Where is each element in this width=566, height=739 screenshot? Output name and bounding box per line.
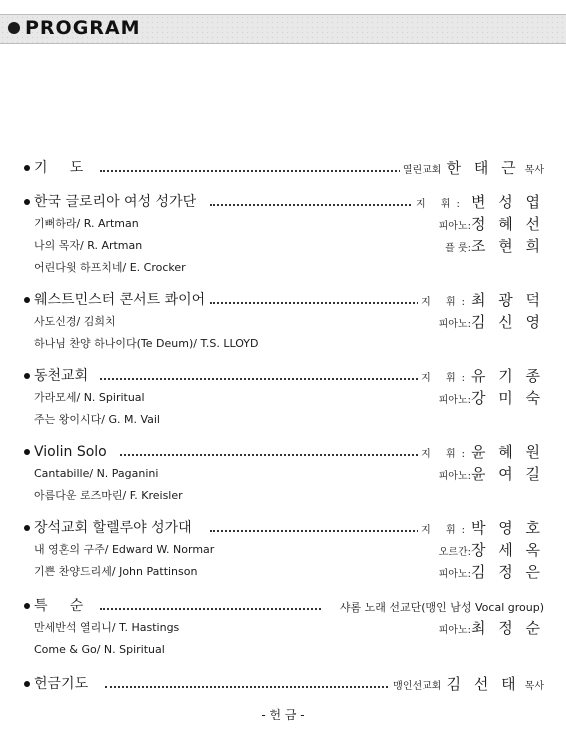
bullet-icon <box>24 603 30 609</box>
leader-dots <box>100 378 446 380</box>
piece-title: 나의 목자/ R. Artman <box>34 239 143 252</box>
role-label: 피아노: <box>438 319 471 330</box>
role-label: 피아노: <box>438 471 471 482</box>
bullet-icon <box>24 681 30 687</box>
item-title: Violin Solo <box>34 442 110 462</box>
person-name: 강 미 숙 <box>470 389 544 407</box>
person-name: 한 태 근 <box>446 159 520 177</box>
role-label: 플 룻: <box>445 243 471 254</box>
person-name: 김 신 영 <box>470 313 544 331</box>
person-name: 윤 혜 원 <box>470 443 544 461</box>
person-name: 최 광 덕 <box>470 291 544 309</box>
leader-dots <box>210 204 446 206</box>
role-label: 오르간: <box>438 547 471 558</box>
item-title: 한국 글로리아 여성 성가단 <box>34 192 199 212</box>
leader-dots <box>100 608 321 610</box>
leader-dots <box>100 170 416 172</box>
item-title: 특 순 <box>34 596 86 616</box>
bullet-icon <box>24 199 30 205</box>
piece-title: 내 영혼의 구주/ Edward W. Normar <box>34 543 215 556</box>
item-credit <box>390 674 544 697</box>
person-name: 김 선 태 <box>446 675 520 693</box>
role-label: 피아노: <box>438 221 471 232</box>
role-label: 피아노: <box>438 625 471 636</box>
piece-title: 기뻐하라/ R. Artman <box>34 217 139 230</box>
offering-footer: - 헌 금 - <box>261 708 305 722</box>
group-name: 샤롬 노래 선교단(맹인 남성 Vocal group) <box>339 601 544 614</box>
person-name: 최 정 순 <box>470 619 544 637</box>
role-label: 지 휘: <box>421 525 471 536</box>
person-name: 정 혜 선 <box>470 215 544 233</box>
piece-title: Come & Go/ N. Spiritual <box>34 643 165 656</box>
item-title: 기 도 <box>34 158 86 178</box>
person-name: 김 정 은 <box>470 563 544 581</box>
person-title: 목사 <box>524 681 544 692</box>
person-name: 윤 여 길 <box>470 465 544 483</box>
person-title: 목사 <box>524 165 544 176</box>
role-label: 지 휘: <box>421 449 471 460</box>
piece-title: 기쁜 찬양드리세/ John Pattinson <box>34 565 198 578</box>
piece-title: 하나님 찬양 하나이다(Te Deum)/ T.S. LLOYD <box>34 337 259 350</box>
person-name: 장 세 옥 <box>470 541 544 559</box>
piece-title: 아름다운 로즈마린/ F. Kreisler <box>34 489 183 502</box>
item-title: 헌금기도 <box>34 674 91 694</box>
program-title: PROGRAM <box>25 17 141 39</box>
piece-title: 사도신경/ 김희치 <box>34 315 116 328</box>
piece-title: 주는 왕이시다/ G. M. Vail <box>34 413 160 426</box>
role-label: 지 휘: <box>416 199 466 210</box>
bullet-icon <box>24 373 30 379</box>
person-name: 박 영 호 <box>470 519 544 537</box>
piece-title: 만세반석 열리니/ T. Hastings <box>34 621 180 634</box>
leader-dots <box>105 686 396 688</box>
person-name: 조 현 희 <box>470 237 544 255</box>
item-title: 장석교회 할렐루야 성가대 <box>34 518 195 538</box>
conductor-credit <box>413 192 544 215</box>
church-name: 열린교회 <box>402 165 442 176</box>
item-title: 웨스트민스터 콘서트 콰이어 <box>34 290 208 310</box>
item-title: 동천교회 <box>34 366 91 386</box>
program-header <box>0 0 566 44</box>
bullet-icon <box>24 297 30 303</box>
item-credit <box>400 158 544 181</box>
bullet-icon <box>24 165 30 171</box>
piece-title: 가라모세/ N. Spiritual <box>34 391 145 404</box>
person-name: 변 성 엽 <box>470 193 544 211</box>
role-label: 지 휘: <box>421 373 471 384</box>
role-label: 지 휘: <box>421 297 471 308</box>
piece-title: Cantabille/ N. Paganini <box>34 467 159 480</box>
bullet-icon <box>8 22 20 34</box>
bullet-icon <box>24 525 30 531</box>
organization-name: 맹인선교회 <box>393 681 442 692</box>
role-label: 피아노: <box>438 569 471 580</box>
person-name: 유 기 종 <box>470 367 544 385</box>
bullet-icon <box>24 449 30 455</box>
leader-dots <box>120 454 446 456</box>
leader-dots <box>210 302 446 304</box>
leader-dots <box>210 530 446 532</box>
role-label: 피아노: <box>438 395 471 406</box>
piece-title: 어린다윗 하프치네/ E. Crocker <box>34 261 186 274</box>
